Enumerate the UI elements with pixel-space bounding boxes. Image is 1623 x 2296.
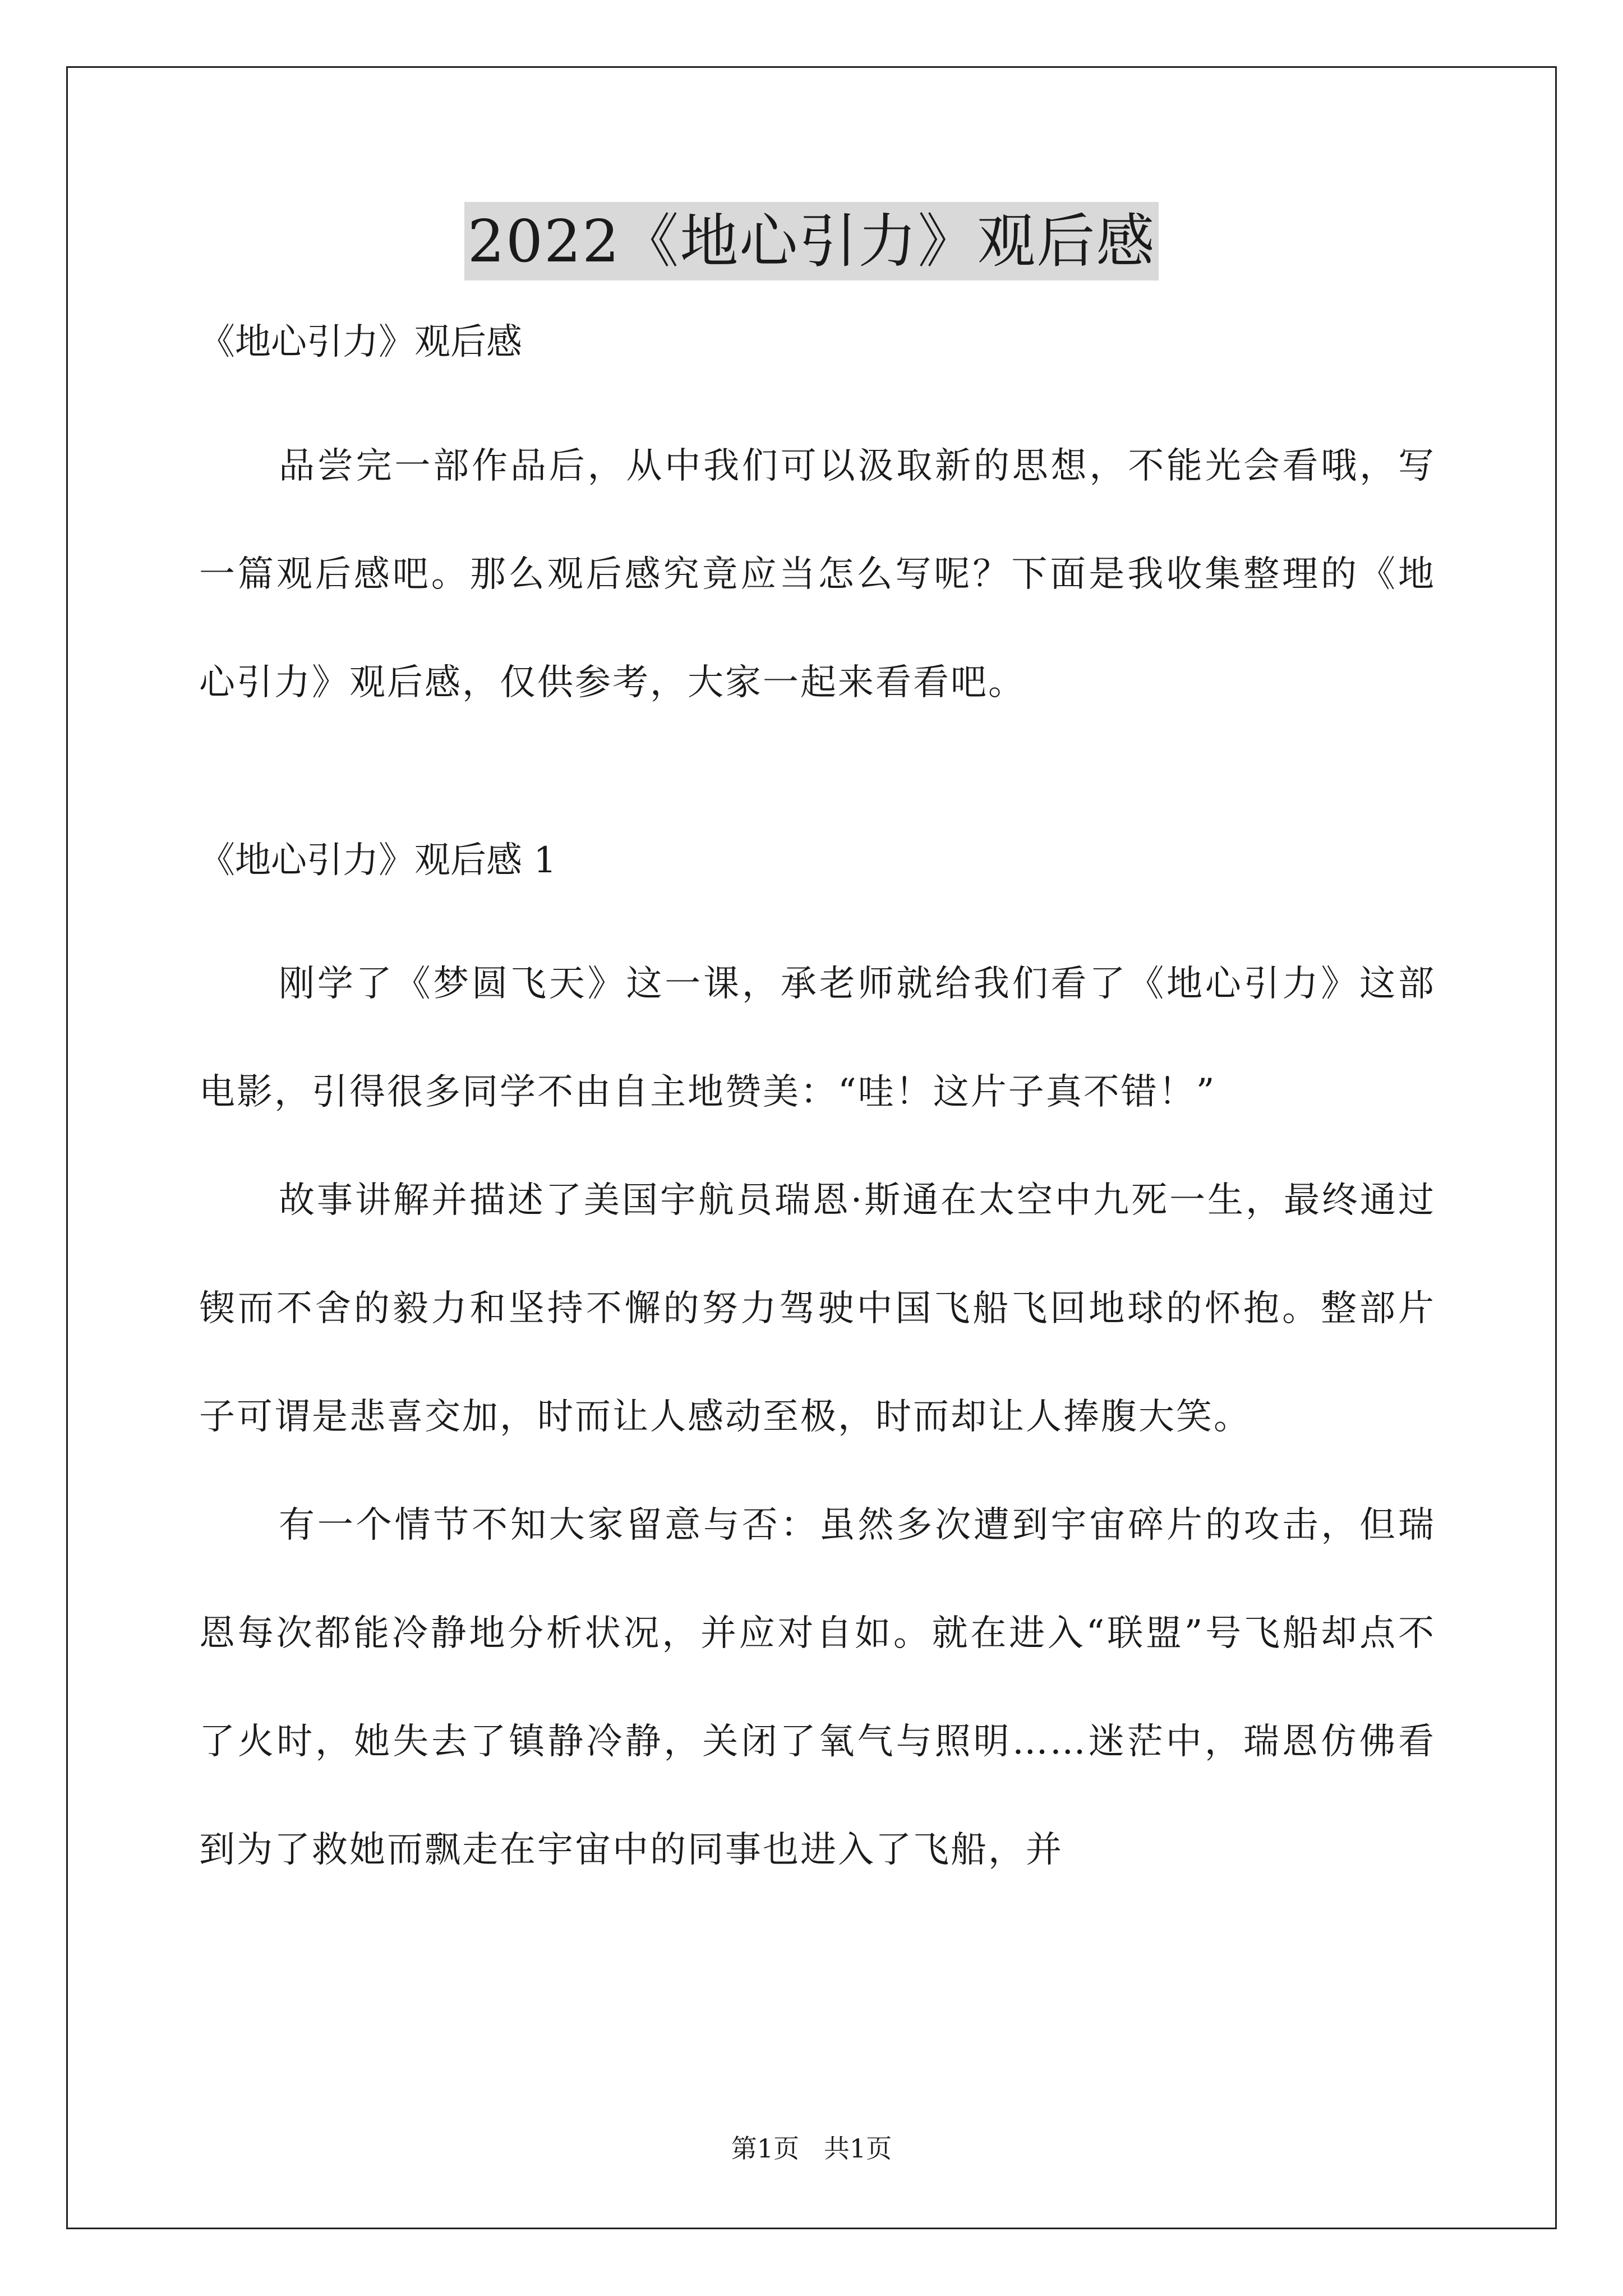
- subtitle-heading: 《地心引力》观后感: [199, 321, 522, 363]
- body-paragraph-3: 有一个情节不知大家留意与否：虽然多次遭到宇宙碎片的攻击，但瑞恩每次都能冷静地分析状况，并应对自如。就在进入“联盟”号飞船却点不了火时，她失去了镇静冷静，关闭了氧气与照明……迷茫中，瑞恩仿佛看到为了救她而飘走在宇宙中的同事也进入了飞船，并: [199, 1504, 1436, 1871]
- document-title: 2022《地心引力》观后感: [464, 202, 1159, 280]
- title-container: [0, 202, 1623, 280]
- document-body: [199, 314, 1436, 1904]
- body-paragraph-2: 故事讲解并描述了美国宇航员瑞恩·斯通在太空中九死一生，最终通过锲而不舍的毅力和坚持不懈的努力驾驶中国飞船飞回地球的怀抱。整部片子可谓是悲喜交加，时而让人感动至极，时而却让人捧腹大笑。: [199, 1180, 1436, 1438]
- body-paragraph-1: 刚学了《梦圆飞天》这一课，承老师就给我们看了《地心引力》这部电影，引得很多同学不由自主地赞美：“哇！这片子真不错！”: [199, 963, 1436, 1113]
- intro-paragraph: 品尝完一部作品后，从中我们可以汲取新的思想，不能光会看哦，写一篇观后感吧。那么观后感究竟应当怎么写呢？下面是我收集整理的《地心引力》观后感，仅供参考，大家一起来看看吧。: [199, 445, 1436, 703]
- section-heading: 《地心引力》观后感 1: [199, 840, 557, 881]
- page-footer: 第1页 共1页: [731, 2133, 892, 2164]
